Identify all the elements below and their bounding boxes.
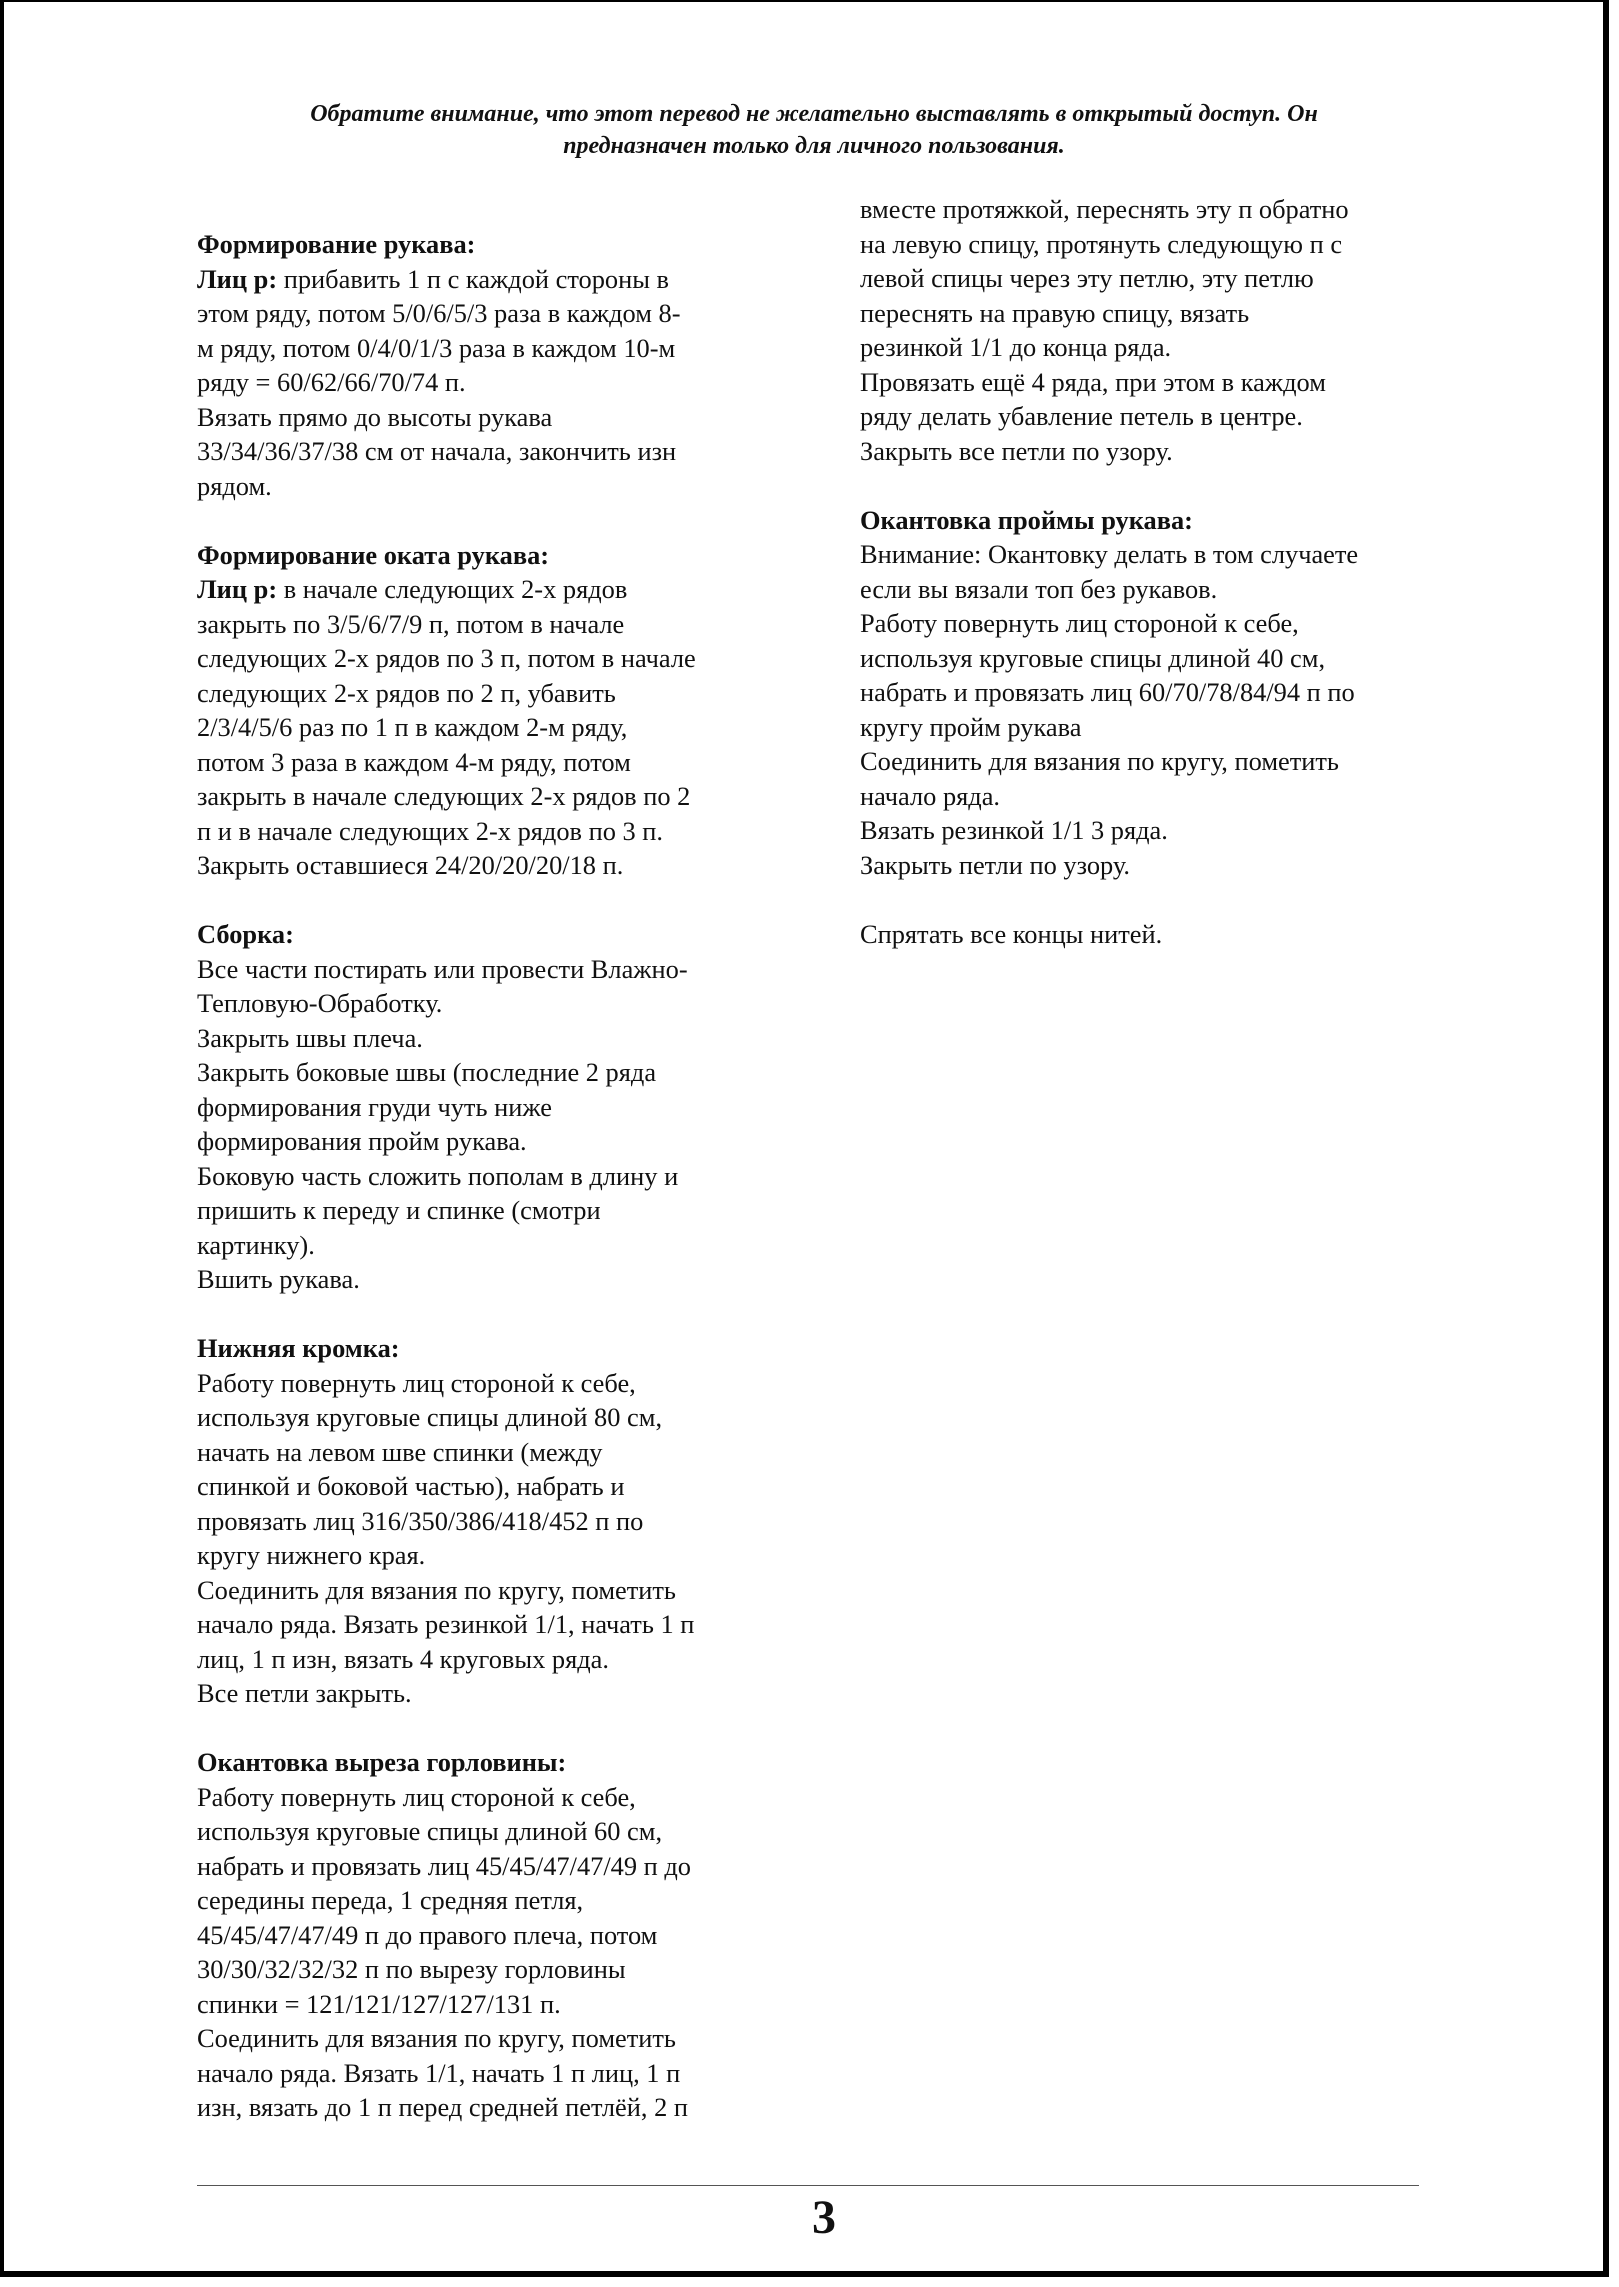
text-line: Внимание: Окантовку делать в том случаете bbox=[860, 539, 1359, 569]
text-line bbox=[197, 572, 797, 607]
text-line: ряду делать убавление петель в центре. bbox=[860, 401, 1303, 431]
text-line bbox=[197, 262, 797, 297]
text-line: Закрыть боковые швы (последние 2 ряда bbox=[197, 1057, 657, 1087]
left-column bbox=[197, 227, 797, 2159]
text-line: спинки = 121/121/127/127/131 п. bbox=[197, 1988, 561, 2019]
text-line: если вы вязали топ без рукавов. bbox=[860, 573, 1218, 604]
text-span: прибавить 1 п с каждой стороны в bbox=[277, 263, 670, 294]
text-line: Закрыть все петли по узору. bbox=[860, 435, 1173, 466]
text-line: этом ряду, потом 5/0/6/5/3 раза в каждом 8- bbox=[197, 298, 681, 328]
text-line: Вязать прямо до высоты рукава bbox=[197, 401, 553, 432]
text-line: 2/3/4/5/6 раз по 1 п в каждом 2-м ряду, bbox=[197, 712, 628, 742]
text-line: п и в начале следующих 2-х рядов по 3 п. bbox=[197, 815, 664, 846]
page-number: 3 bbox=[812, 2191, 836, 2244]
text-line: начало ряда. Вязать резинкой 1/1, начать 1 п bbox=[197, 1609, 695, 1639]
text-line: Все части постирать или провести Влажно- bbox=[197, 953, 688, 984]
text-line: набрать и провязать лиц 45/45/47/47/49 п до bbox=[197, 1850, 691, 1881]
text-line: ряду = 60/62/66/70/74 п. bbox=[197, 367, 466, 397]
text-line: провязать лиц 316/350/386/418/452 п по bbox=[197, 1505, 644, 1536]
section-title: Сборка: bbox=[197, 919, 294, 949]
text-line: Работу повернуть лиц стороной к себе, bbox=[860, 608, 1299, 638]
text-line: 33/34/36/37/38 см от начала, закончить изн bbox=[197, 436, 677, 466]
right-column bbox=[860, 192, 1460, 986]
notice-line: Обратите внимание, что этот перевод не желательно выставлять в открытый доступ. Он bbox=[310, 101, 1318, 127]
text-line: Закрыть петли по узору. bbox=[860, 849, 1131, 880]
section-lower-edge bbox=[197, 1331, 797, 1711]
text-line: Соединить для вязания по кругу, пометить bbox=[197, 1574, 676, 1605]
text-line: 30/30/32/32/32 п по вырезу горловины bbox=[197, 1954, 626, 1984]
text-line: 45/45/47/47/49 п до правого плеча, потом bbox=[197, 1919, 658, 1950]
text-line: вместе протяжкой, переснять эту п обратно bbox=[860, 194, 1349, 224]
footer-divider bbox=[197, 2185, 1419, 2186]
text-line: Соединить для вязания по кругу, пометить bbox=[197, 2023, 676, 2053]
text-line: левой спицы через эту петлю, эту петлю bbox=[860, 263, 1314, 293]
text-line: кругу пройм рукава bbox=[860, 711, 1082, 742]
text-line: начало ряда. Вязать 1/1, начать 1 п лиц, 1 п bbox=[197, 2057, 681, 2088]
text-line: пришить к переду и спинке (смотри bbox=[197, 1195, 601, 1225]
text-line: потом 3 раза в каждом 4-м ряду, потом bbox=[197, 746, 631, 777]
text-line: изн, вязать до 1 п перед средней петлёй, 2 п bbox=[197, 2092, 688, 2122]
section-sleeve-cap bbox=[197, 538, 797, 883]
text-line: закрыть в начале следующих 2-х рядов по 2 bbox=[197, 781, 691, 811]
text-line: Вшить рукава. bbox=[197, 1264, 360, 1294]
text-line: середины переда, 1 средняя петля, bbox=[197, 1885, 584, 1915]
section-armhole-edging bbox=[860, 503, 1460, 883]
text-line: используя круговые спицы длиной 40 см, bbox=[860, 642, 1326, 673]
text-line: переснять на правую спицу, вязать bbox=[860, 297, 1250, 328]
text-line: следующих 2-х рядов по 3 п, потом в начале bbox=[197, 643, 696, 673]
text-line: Тепловую-Обработку. bbox=[197, 988, 443, 1018]
text-line: начало ряда. bbox=[860, 780, 1001, 811]
text-line: Работу повернуть лиц стороной к себе, bbox=[197, 1781, 636, 1812]
text-line: рядом. bbox=[197, 470, 272, 501]
section-assembly bbox=[197, 917, 797, 1297]
text-line: резинкой 1/1 до конца ряда. bbox=[860, 332, 1172, 362]
text-line: Боковую часть сложить пополам в длину и bbox=[197, 1160, 679, 1191]
text-span: в начале следующих 2-х рядов bbox=[277, 574, 628, 604]
text-line: картинку). bbox=[197, 1229, 315, 1260]
text-line: следующих 2-х рядов по 2 п, убавить bbox=[197, 677, 616, 708]
section-title: Нижняя кромка: bbox=[197, 1333, 400, 1363]
text-line: Закрыть оставшиеся 24/20/20/20/18 п. bbox=[197, 850, 624, 880]
text-line: спинкой и боковой частью), набрать и bbox=[197, 1471, 625, 1501]
notice-line: предназначен только для личного пользования. bbox=[563, 133, 1065, 159]
section-finishing bbox=[860, 917, 1460, 952]
text-line: используя круговые спицы длиной 60 см, bbox=[197, 1816, 663, 1846]
section-title: Окантовка выреза горловины: bbox=[197, 1747, 567, 1777]
section-title: Формирование оката рукава: bbox=[197, 539, 550, 570]
row-label: Лиц р: bbox=[197, 263, 278, 294]
text-line: лиц, 1 п изн, вязать 4 круговых ряда. bbox=[197, 1643, 609, 1674]
text-line: формирования пройм рукава. bbox=[197, 1126, 527, 1156]
text-line: Все петли закрыть. bbox=[197, 1678, 412, 1708]
row-label: Лиц р: bbox=[197, 574, 278, 604]
text-line: формирования груди чуть ниже bbox=[197, 1091, 552, 1122]
notice-header bbox=[204, 98, 1424, 162]
text-line: Работу повернуть лиц стороной к себе, bbox=[197, 1367, 636, 1398]
text-line: м ряду, потом 0/4/0/1/3 раза в каждом 10-м bbox=[197, 332, 676, 363]
section-title: Окантовка проймы рукава: bbox=[860, 504, 1193, 535]
section-neckline-continued bbox=[860, 192, 1460, 468]
text-line: кругу нижнего края. bbox=[197, 1540, 426, 1570]
section-title: Формирование рукава: bbox=[197, 229, 476, 259]
text-line: начать на левом шве спинки (между bbox=[197, 1436, 603, 1467]
text-line: набрать и провязать лиц 60/70/78/84/94 п по bbox=[860, 677, 1355, 707]
text-line: Закрыть швы плеча. bbox=[197, 1022, 423, 1053]
section-sleeve-shaping bbox=[197, 227, 797, 503]
text-line: Спрятать все концы нитей. bbox=[860, 918, 1163, 949]
text-line: используя круговые спицы длиной 80 см, bbox=[197, 1402, 663, 1432]
text-line: Провязать ещё 4 ряда, при этом в каждом bbox=[860, 366, 1326, 397]
section-neckline bbox=[197, 1745, 797, 2125]
text-line: Вязать резинкой 1/1 3 ряда. bbox=[860, 815, 1168, 845]
text-line: Соединить для вязания по кругу, пометить bbox=[860, 746, 1339, 776]
text-line: закрыть по 3/5/6/7/9 п, потом в начале bbox=[197, 608, 625, 639]
text-line: на левую спицу, протянуть следующую п с bbox=[860, 228, 1343, 259]
